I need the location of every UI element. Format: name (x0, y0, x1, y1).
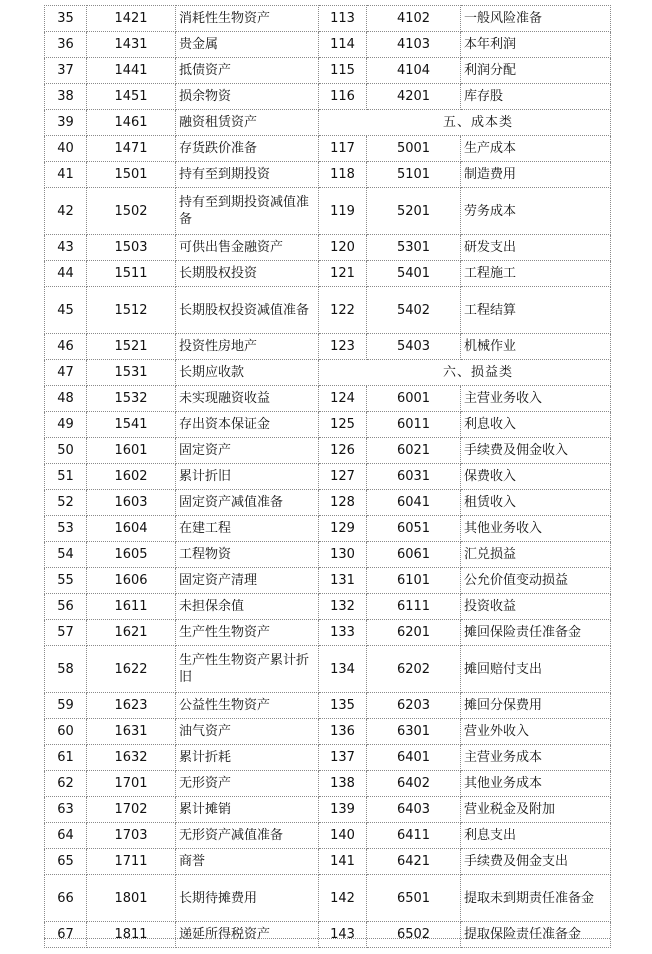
account-code-left: 1611 (87, 594, 176, 620)
account-name-left: 可供出售金融资产 (176, 235, 319, 261)
account-name-right: 公允价值变动损益 (461, 568, 611, 594)
table-row (45, 745, 611, 771)
row-number-left: 56 (45, 594, 87, 620)
account-code-right: 6041 (367, 490, 461, 516)
account-code-right: 6411 (367, 823, 461, 849)
account-code-left: 1541 (87, 412, 176, 438)
account-name-right: 营业税金及附加 (461, 797, 611, 823)
row-number-right: 113 (319, 6, 367, 32)
account-name-right: 库存股 (461, 84, 611, 110)
row-number-right: 122 (319, 287, 367, 334)
account-code-right: 6031 (367, 464, 461, 490)
account-name-left: 抵债资产 (176, 58, 319, 84)
row-number-right: 115 (319, 58, 367, 84)
row-number-left: 52 (45, 490, 87, 516)
row-number-right: 120 (319, 235, 367, 261)
table-row (45, 438, 611, 464)
account-name-right: 主营业务成本 (461, 745, 611, 771)
account-code-right: 5201 (367, 188, 461, 235)
row-number-right: 142 (319, 875, 367, 922)
row-number-right: 118 (319, 162, 367, 188)
table-row (45, 334, 611, 360)
account-name-left: 工程物资 (176, 542, 319, 568)
table-row (45, 32, 611, 58)
row-number-left: 59 (45, 693, 87, 719)
table-row (45, 797, 611, 823)
account-code-left: 1531 (87, 360, 176, 386)
row-number-right: 127 (319, 464, 367, 490)
account-code-left: 1471 (87, 136, 176, 162)
account-name-right: 利息支出 (461, 823, 611, 849)
row-number-left: 53 (45, 516, 87, 542)
row-number-right: 119 (319, 188, 367, 235)
table-row (45, 360, 611, 386)
account-code-right: 6201 (367, 620, 461, 646)
row-number-right: 114 (319, 32, 367, 58)
row-number-left: 47 (45, 360, 87, 386)
account-code-right: 5301 (367, 235, 461, 261)
table-row (45, 646, 611, 693)
account-code-left: 1623 (87, 693, 176, 719)
account-name-left: 油气资产 (176, 719, 319, 745)
account-name-left: 长期待摊费用 (176, 875, 319, 922)
table-row (45, 719, 611, 745)
account-name-right: 机械作业 (461, 334, 611, 360)
table-row (45, 693, 611, 719)
account-code-right: 4103 (367, 32, 461, 58)
account-name-left: 未实现融资收益 (176, 386, 319, 412)
row-number-right: 116 (319, 84, 367, 110)
row-number-right: 134 (319, 646, 367, 693)
category-heading: 五、成本类 (319, 110, 611, 136)
account-name-left: 在建工程 (176, 516, 319, 542)
table-row (45, 412, 611, 438)
account-code-left: 1622 (87, 646, 176, 693)
account-code-left: 1801 (87, 875, 176, 922)
table-row (45, 849, 611, 875)
row-number-left: 40 (45, 136, 87, 162)
account-name-left: 长期股权投资 (176, 261, 319, 287)
account-code-right: 6021 (367, 438, 461, 464)
account-code-right: 6203 (367, 693, 461, 719)
account-code-right: 6402 (367, 771, 461, 797)
account-code-left: 1605 (87, 542, 176, 568)
table-row (45, 542, 611, 568)
row-number-left: 35 (45, 6, 87, 32)
row-number-right: 126 (319, 438, 367, 464)
row-number-right: 124 (319, 386, 367, 412)
account-code-right: 6101 (367, 568, 461, 594)
account-code-right: 6421 (367, 849, 461, 875)
account-name-left: 长期股权投资减值准备 (176, 287, 319, 334)
account-code-right: 6401 (367, 745, 461, 771)
account-code-left: 1512 (87, 287, 176, 334)
account-name-right: 汇兑损益 (461, 542, 611, 568)
account-code-left: 1451 (87, 84, 176, 110)
table-row (45, 594, 611, 620)
row-number-left: 50 (45, 438, 87, 464)
account-code-right: 6051 (367, 516, 461, 542)
account-name-right: 手续费及佣金收入 (461, 438, 611, 464)
account-name-right: 主营业务收入 (461, 386, 611, 412)
table-row (45, 110, 611, 136)
category-heading: 六、损益类 (319, 360, 611, 386)
account-code-left: 1511 (87, 261, 176, 287)
row-number-right: 136 (319, 719, 367, 745)
account-name-right: 租赁收入 (461, 490, 611, 516)
account-code-right: 6502 (367, 922, 461, 948)
account-name-right: 提取未到期责任准备金 (461, 875, 611, 922)
account-code-right: 6011 (367, 412, 461, 438)
row-number-right: 129 (319, 516, 367, 542)
row-number-left: 43 (45, 235, 87, 261)
account-code-right: 4104 (367, 58, 461, 84)
account-code-left: 1601 (87, 438, 176, 464)
account-code-left: 1602 (87, 464, 176, 490)
row-number-left: 49 (45, 412, 87, 438)
table-row (45, 771, 611, 797)
table-row (45, 823, 611, 849)
row-number-left: 58 (45, 646, 87, 693)
row-number-right: 132 (319, 594, 367, 620)
account-name-right: 投资收益 (461, 594, 611, 620)
row-number-left: 45 (45, 287, 87, 334)
account-name-left: 生产性生物资产 (176, 620, 319, 646)
account-name-left: 贵金属 (176, 32, 319, 58)
table-row (45, 6, 611, 32)
account-code-left: 1606 (87, 568, 176, 594)
account-code-left: 1503 (87, 235, 176, 261)
account-name-right: 研发支出 (461, 235, 611, 261)
row-number-left: 42 (45, 188, 87, 235)
account-name-left: 长期应收款 (176, 360, 319, 386)
account-name-left: 固定资产 (176, 438, 319, 464)
table-row (45, 84, 611, 110)
row-number-left: 62 (45, 771, 87, 797)
row-number-left: 66 (45, 875, 87, 922)
account-code-right: 6301 (367, 719, 461, 745)
row-number-left: 64 (45, 823, 87, 849)
account-code-left: 1711 (87, 849, 176, 875)
account-code-left: 1431 (87, 32, 176, 58)
account-name-left: 累计折耗 (176, 745, 319, 771)
account-name-left: 固定资产清理 (176, 568, 319, 594)
account-name-left: 存货跌价准备 (176, 136, 319, 162)
row-number-left: 61 (45, 745, 87, 771)
account-code-left: 1421 (87, 6, 176, 32)
table-row (45, 261, 611, 287)
table-row (45, 490, 611, 516)
account-code-left: 1603 (87, 490, 176, 516)
table-row (45, 235, 611, 261)
table-row (45, 516, 611, 542)
row-number-left: 46 (45, 334, 87, 360)
account-name-right: 生产成本 (461, 136, 611, 162)
row-number-left: 65 (45, 849, 87, 875)
row-number-right: 143 (319, 922, 367, 948)
account-name-right: 摊回分保费用 (461, 693, 611, 719)
account-name-left: 融资租赁资产 (176, 110, 319, 136)
row-number-right: 121 (319, 261, 367, 287)
row-number-left: 41 (45, 162, 87, 188)
account-name-left: 消耗性生物资产 (176, 6, 319, 32)
account-name-right: 摊回保险责任准备金 (461, 620, 611, 646)
row-number-right: 139 (319, 797, 367, 823)
row-number-left: 60 (45, 719, 87, 745)
row-number-right: 135 (319, 693, 367, 719)
account-code-right: 6061 (367, 542, 461, 568)
table-row (45, 922, 611, 948)
account-code-left: 1502 (87, 188, 176, 235)
table-row (45, 162, 611, 188)
table-row (45, 568, 611, 594)
account-code-left: 1702 (87, 797, 176, 823)
account-code-right: 5402 (367, 287, 461, 334)
row-number-left: 51 (45, 464, 87, 490)
account-code-left: 1604 (87, 516, 176, 542)
account-name-left: 商誉 (176, 849, 319, 875)
table-row (45, 464, 611, 490)
account-code-right: 5101 (367, 162, 461, 188)
account-code-left: 1701 (87, 771, 176, 797)
account-name-right: 手续费及佣金支出 (461, 849, 611, 875)
account-code-right: 6111 (367, 594, 461, 620)
account-code-left: 1441 (87, 58, 176, 84)
table-row (45, 188, 611, 235)
account-code-left: 1461 (87, 110, 176, 136)
row-number-left: 57 (45, 620, 87, 646)
row-number-right: 123 (319, 334, 367, 360)
account-name-right: 保费收入 (461, 464, 611, 490)
account-name-right: 制造费用 (461, 162, 611, 188)
account-code-right: 6501 (367, 875, 461, 922)
account-name-right: 工程结算 (461, 287, 611, 334)
account-code-left: 1532 (87, 386, 176, 412)
account-code-left: 1703 (87, 823, 176, 849)
account-name-right: 本年利润 (461, 32, 611, 58)
account-name-left: 未担保余值 (176, 594, 319, 620)
account-code-right: 4201 (367, 84, 461, 110)
row-number-left: 36 (45, 32, 87, 58)
row-number-right: 133 (319, 620, 367, 646)
row-number-right: 117 (319, 136, 367, 162)
row-number-right: 137 (319, 745, 367, 771)
account-name-right: 营业外收入 (461, 719, 611, 745)
row-number-left: 63 (45, 797, 87, 823)
account-name-left: 损余物资 (176, 84, 319, 110)
account-name-left: 累计摊销 (176, 797, 319, 823)
row-number-left: 38 (45, 84, 87, 110)
row-number-left: 37 (45, 58, 87, 84)
account-name-left: 固定资产减值准备 (176, 490, 319, 516)
account-name-left: 公益性生物资产 (176, 693, 319, 719)
row-number-right: 140 (319, 823, 367, 849)
account-code-right: 6001 (367, 386, 461, 412)
account-name-right: 其他业务收入 (461, 516, 611, 542)
account-name-left: 递延所得税资产 (176, 922, 319, 948)
table-row (45, 287, 611, 334)
table-row (45, 58, 611, 84)
row-number-right: 141 (319, 849, 367, 875)
account-name-right: 一般风险准备 (461, 6, 611, 32)
account-name-right: 利润分配 (461, 58, 611, 84)
row-number-right: 131 (319, 568, 367, 594)
row-number-left: 55 (45, 568, 87, 594)
account-name-right: 其他业务成本 (461, 771, 611, 797)
table-row (45, 620, 611, 646)
account-name-left: 无形资产 (176, 771, 319, 797)
bottom-rule (44, 938, 610, 939)
account-code-left: 1631 (87, 719, 176, 745)
account-name-right: 工程施工 (461, 261, 611, 287)
row-number-right: 125 (319, 412, 367, 438)
account-code-right: 4102 (367, 6, 461, 32)
account-code-right: 6403 (367, 797, 461, 823)
row-number-left: 54 (45, 542, 87, 568)
account-name-left: 持有至到期投资 (176, 162, 319, 188)
account-name-right: 利息收入 (461, 412, 611, 438)
account-code-left: 1811 (87, 922, 176, 948)
account-name-right: 提取保险责任准备金 (461, 922, 611, 948)
row-number-left: 44 (45, 261, 87, 287)
account-code-left: 1621 (87, 620, 176, 646)
account-code-left: 1632 (87, 745, 176, 771)
account-code-right: 6202 (367, 646, 461, 693)
table-row (45, 386, 611, 412)
account-name-right: 摊回赔付支出 (461, 646, 611, 693)
account-name-left: 无形资产减值准备 (176, 823, 319, 849)
account-code-right: 5401 (367, 261, 461, 287)
account-name-left: 持有至到期投资减值准备 (176, 188, 319, 235)
account-name-right: 劳务成本 (461, 188, 611, 235)
row-number-right: 130 (319, 542, 367, 568)
account-code-right: 5403 (367, 334, 461, 360)
accounts-table-body (45, 6, 611, 948)
accounts-table (44, 5, 611, 948)
account-name-left: 累计折旧 (176, 464, 319, 490)
account-code-left: 1501 (87, 162, 176, 188)
account-name-left: 生产性生物资产累计折旧 (176, 646, 319, 693)
row-number-right: 128 (319, 490, 367, 516)
row-number-left: 67 (45, 922, 87, 948)
account-code-left: 1521 (87, 334, 176, 360)
table-row (45, 875, 611, 922)
table-row (45, 136, 611, 162)
account-name-left: 投资性房地产 (176, 334, 319, 360)
row-number-right: 138 (319, 771, 367, 797)
row-number-left: 48 (45, 386, 87, 412)
account-code-right: 5001 (367, 136, 461, 162)
account-name-left: 存出资本保证金 (176, 412, 319, 438)
row-number-left: 39 (45, 110, 87, 136)
